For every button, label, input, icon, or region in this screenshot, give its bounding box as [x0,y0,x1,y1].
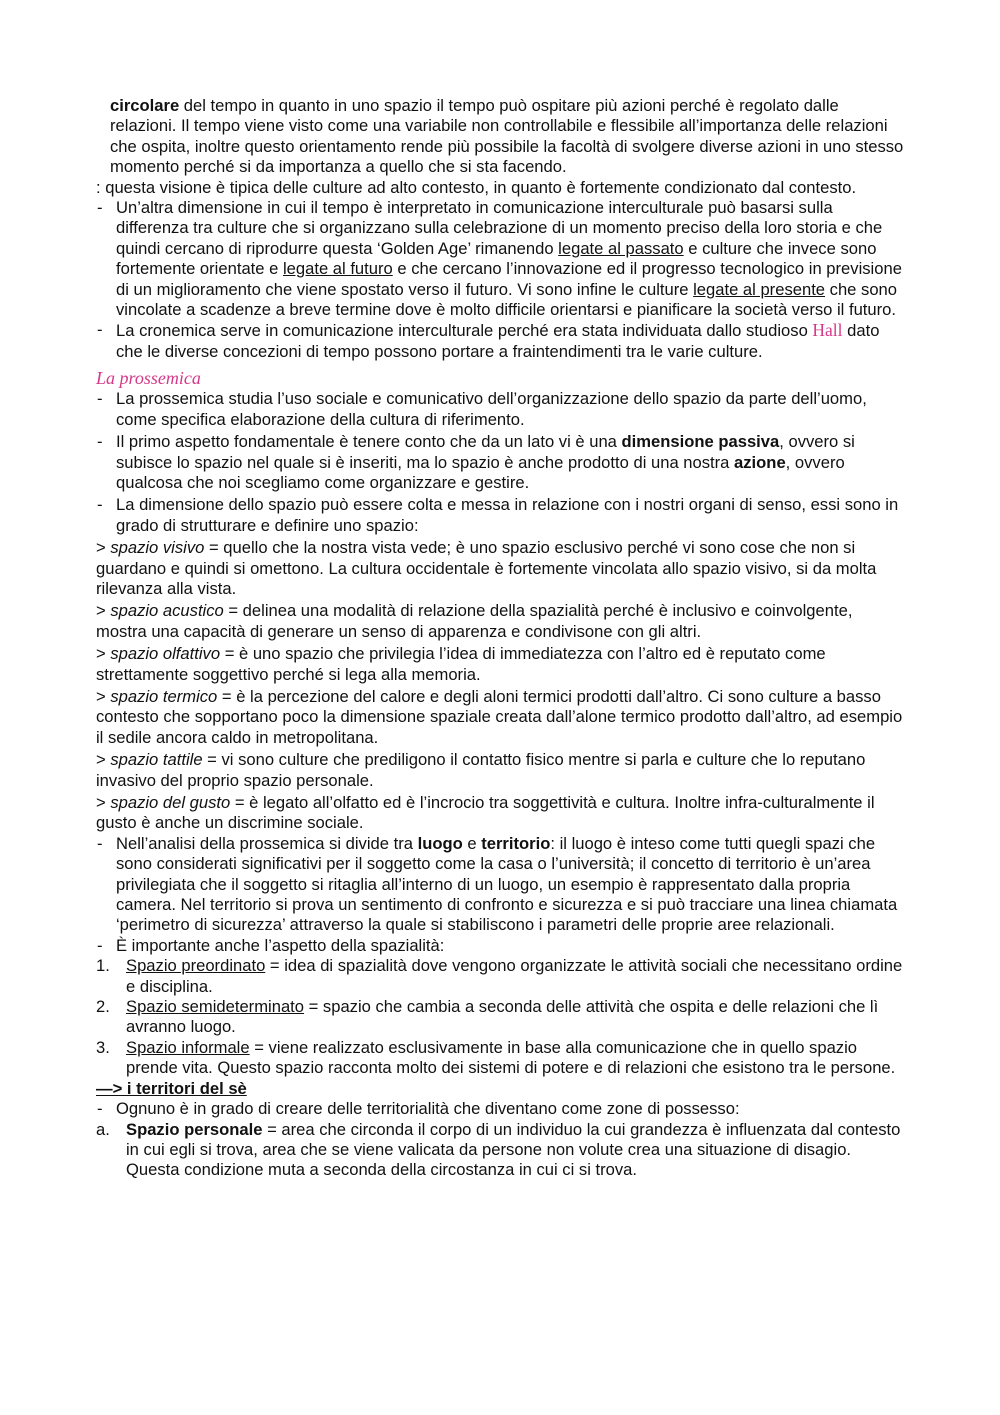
underlined-passato: legate al passato [558,238,684,258]
paragraph-circolare: circolare del tempo in quanto in uno spazio il tempo può ospitare più azioni perché è regolato dalle relazioni. Il tempo viene visto come una variabile non controllabile e flessibile all’importanza delle relazioni che ospita, inoltre questo orientamento rende più possibile la facoltà di svolgere diverse azioni in uno stesso momento perché si da importanza a quello che si sta facendo. [110,96,904,177]
lettered-item: a. Spazio personale = area che circonda il corpo di un individuo la cui grandezza è influenzata dal contesto in cui egli si trova, area che se viene valicata da persone non volute crea una situazione di disagio. Questa condizione muta a seconda della circostanza in cui ci si trova. [96,1119,901,1180]
spazio-item: > spazio olfattivo = è uno spazio che privilegia l’idea di immediatezza con l’altro ed è reputato come strettamente soggettivo perché si lega alla memoria. [96,644,826,684]
bullet-dimensione-tempo: - Un’altra dimensione in cui il tempo è interpretato in comunicazione interculturale può basarsi sulla differenza tra culture che si organizzano sulla celebrazione di un momento preciso della loro storia e che quindi cercano di riprodurre questa ‘Golden Age’ rimanendo legate al passato e culture che invece sono fortemente orientate e legate al futuro e che cercano l’innovazione ed il progresso tecnologico in previsione di un miglioramento che viene spostato verso il futuro. Vi sono infine le culture legate al presente che sono vincolate a scadenze a breve termine dove è molto difficile orientarsi e pianificare la società verso il futuro. [96,198,904,320]
underlined-presente: legate al presente [693,279,826,299]
spazio-item: > spazio termico = è la percezione del calore e degli aloni termici prodotti dall’altro. Ci sono culture a basso contesto che sopportano poco la dimensione spaziale creata dall’alone termico prodotto dall’altro, ad esempio il sedile ancora caldo in metropolitana. [96,686,903,747]
paragraph-alto-contesto: : questa visione è tipica delle culture ad alto contesto, in quanto è fortemente condizionato dal contesto. [96,177,857,197]
subheading-territori-del-se: —> i territori del sè [96,1078,247,1098]
bullet-primo-aspetto: - Il primo aspetto fondamentale è tenere conto che da un lato vi è una dimensione passiva, ovvero si subisce lo spazio nel quale si è inseriti, ma lo spazio è anche prodotto di una nostra azione, ovvero qualcosa che noi scegliamo come organizzare e gestire. [96,432,904,493]
spazio-item: > spazio del gusto = è legato all’olfatto ed è l’incrocio tra soggettività e cultura. Inoltre infra-culturalmente il gusto è anche un discrimine sociale. [96,793,875,833]
section-heading-prossemica: La prossemica [96,368,201,389]
spazio-item: > spazio visivo = quello che la nostra vista vede; è uno spazio esclusivo perché vi sono cose che non si guardano e quindi si omettono. La cultura occidentale è fortemente vincolata allo spazio visivo, si da molta rilevanza alla vista. [96,538,877,598]
bullet-cronemica: - La cronemica serve in comunicazione interculturale perché era stata individuata dallo studioso Hall dato che le diverse concezioni di tempo possono portare a fraintendimenti tra le varie culture. [96,320,904,362]
underlined-futuro: legate al futuro [282,259,393,279]
numbered-item: 3. Spazio informale = viene realizzato esclusivamente in base alla comunicazione che in quello spazio prende vita. Questo spazio racconta molto dei sistemi di potere e di relazioni che esistono tra le persone. [96,1037,896,1078]
bullet-luogo-territorio: - Nell’analisi della prossemica si divide tra luogo e territorio: il luogo è inteso come tutti quegli spazi che sono considerati significativi per il soggetto come la casa o l’università; il concetto di territorio è un’area privilegiata che il soggetto si ritaglia all’interno di un luogo, un esempio è rappresentato dalla propria camera. Nel territorio si prova un sentimento di confronto e sicurezza e si può tracciare una linea chiamata ‘perimetro di sicurezza’ attraverso la quale si stabiliscono i parametri delle proprie aree relazionali. [96,834,904,936]
author-name-hall: Hall [812,320,843,341]
numbered-item: 1. Spazio preordinato = idea di spazialità dove vengono organizzate le attività sociali che necessitano ordine e disciplina. [96,956,903,996]
spazio-item: > spazio acustico = delinea una modalità di relazione della spazialità perché è inclusivo e coinvolgente, mostra una capacità di generare un senso di apparenza e condivisone con gli altri. [96,601,853,641]
spazio-item: > spazio tattile = vi sono culture che prediligono il contatto fisico mentre si parla e culture che lo reputano invasivo del proprio spazio personale. [96,750,866,790]
numbered-item: 2. Spazio semideterminato = spazio che cambia a seconda delle attività che ospita e delle relazioni che lì avranno luogo. [96,997,879,1037]
bullet-importante: - È importante anche l’aspetto della spazialità: [96,936,904,956]
bold-term: circolare [110,96,180,115]
bullet-prossemica-definizione: - La prossemica studia l’uso sociale e comunicativo dell’organizzazione dello spazio da parte dell’uomo, come specifica elaborazione della cultura di riferimento. [96,389,904,430]
bullet-ognuno: - Ognuno è in grado di creare delle territorialità che diventano come zone di possesso: [96,1099,904,1119]
bullet-dimensione-spazio: - La dimensione dello spazio può essere colta e messa in relazione con i nostri organi di senso, essi sono in grado di strutturare e definire uno spazio: [96,495,904,536]
